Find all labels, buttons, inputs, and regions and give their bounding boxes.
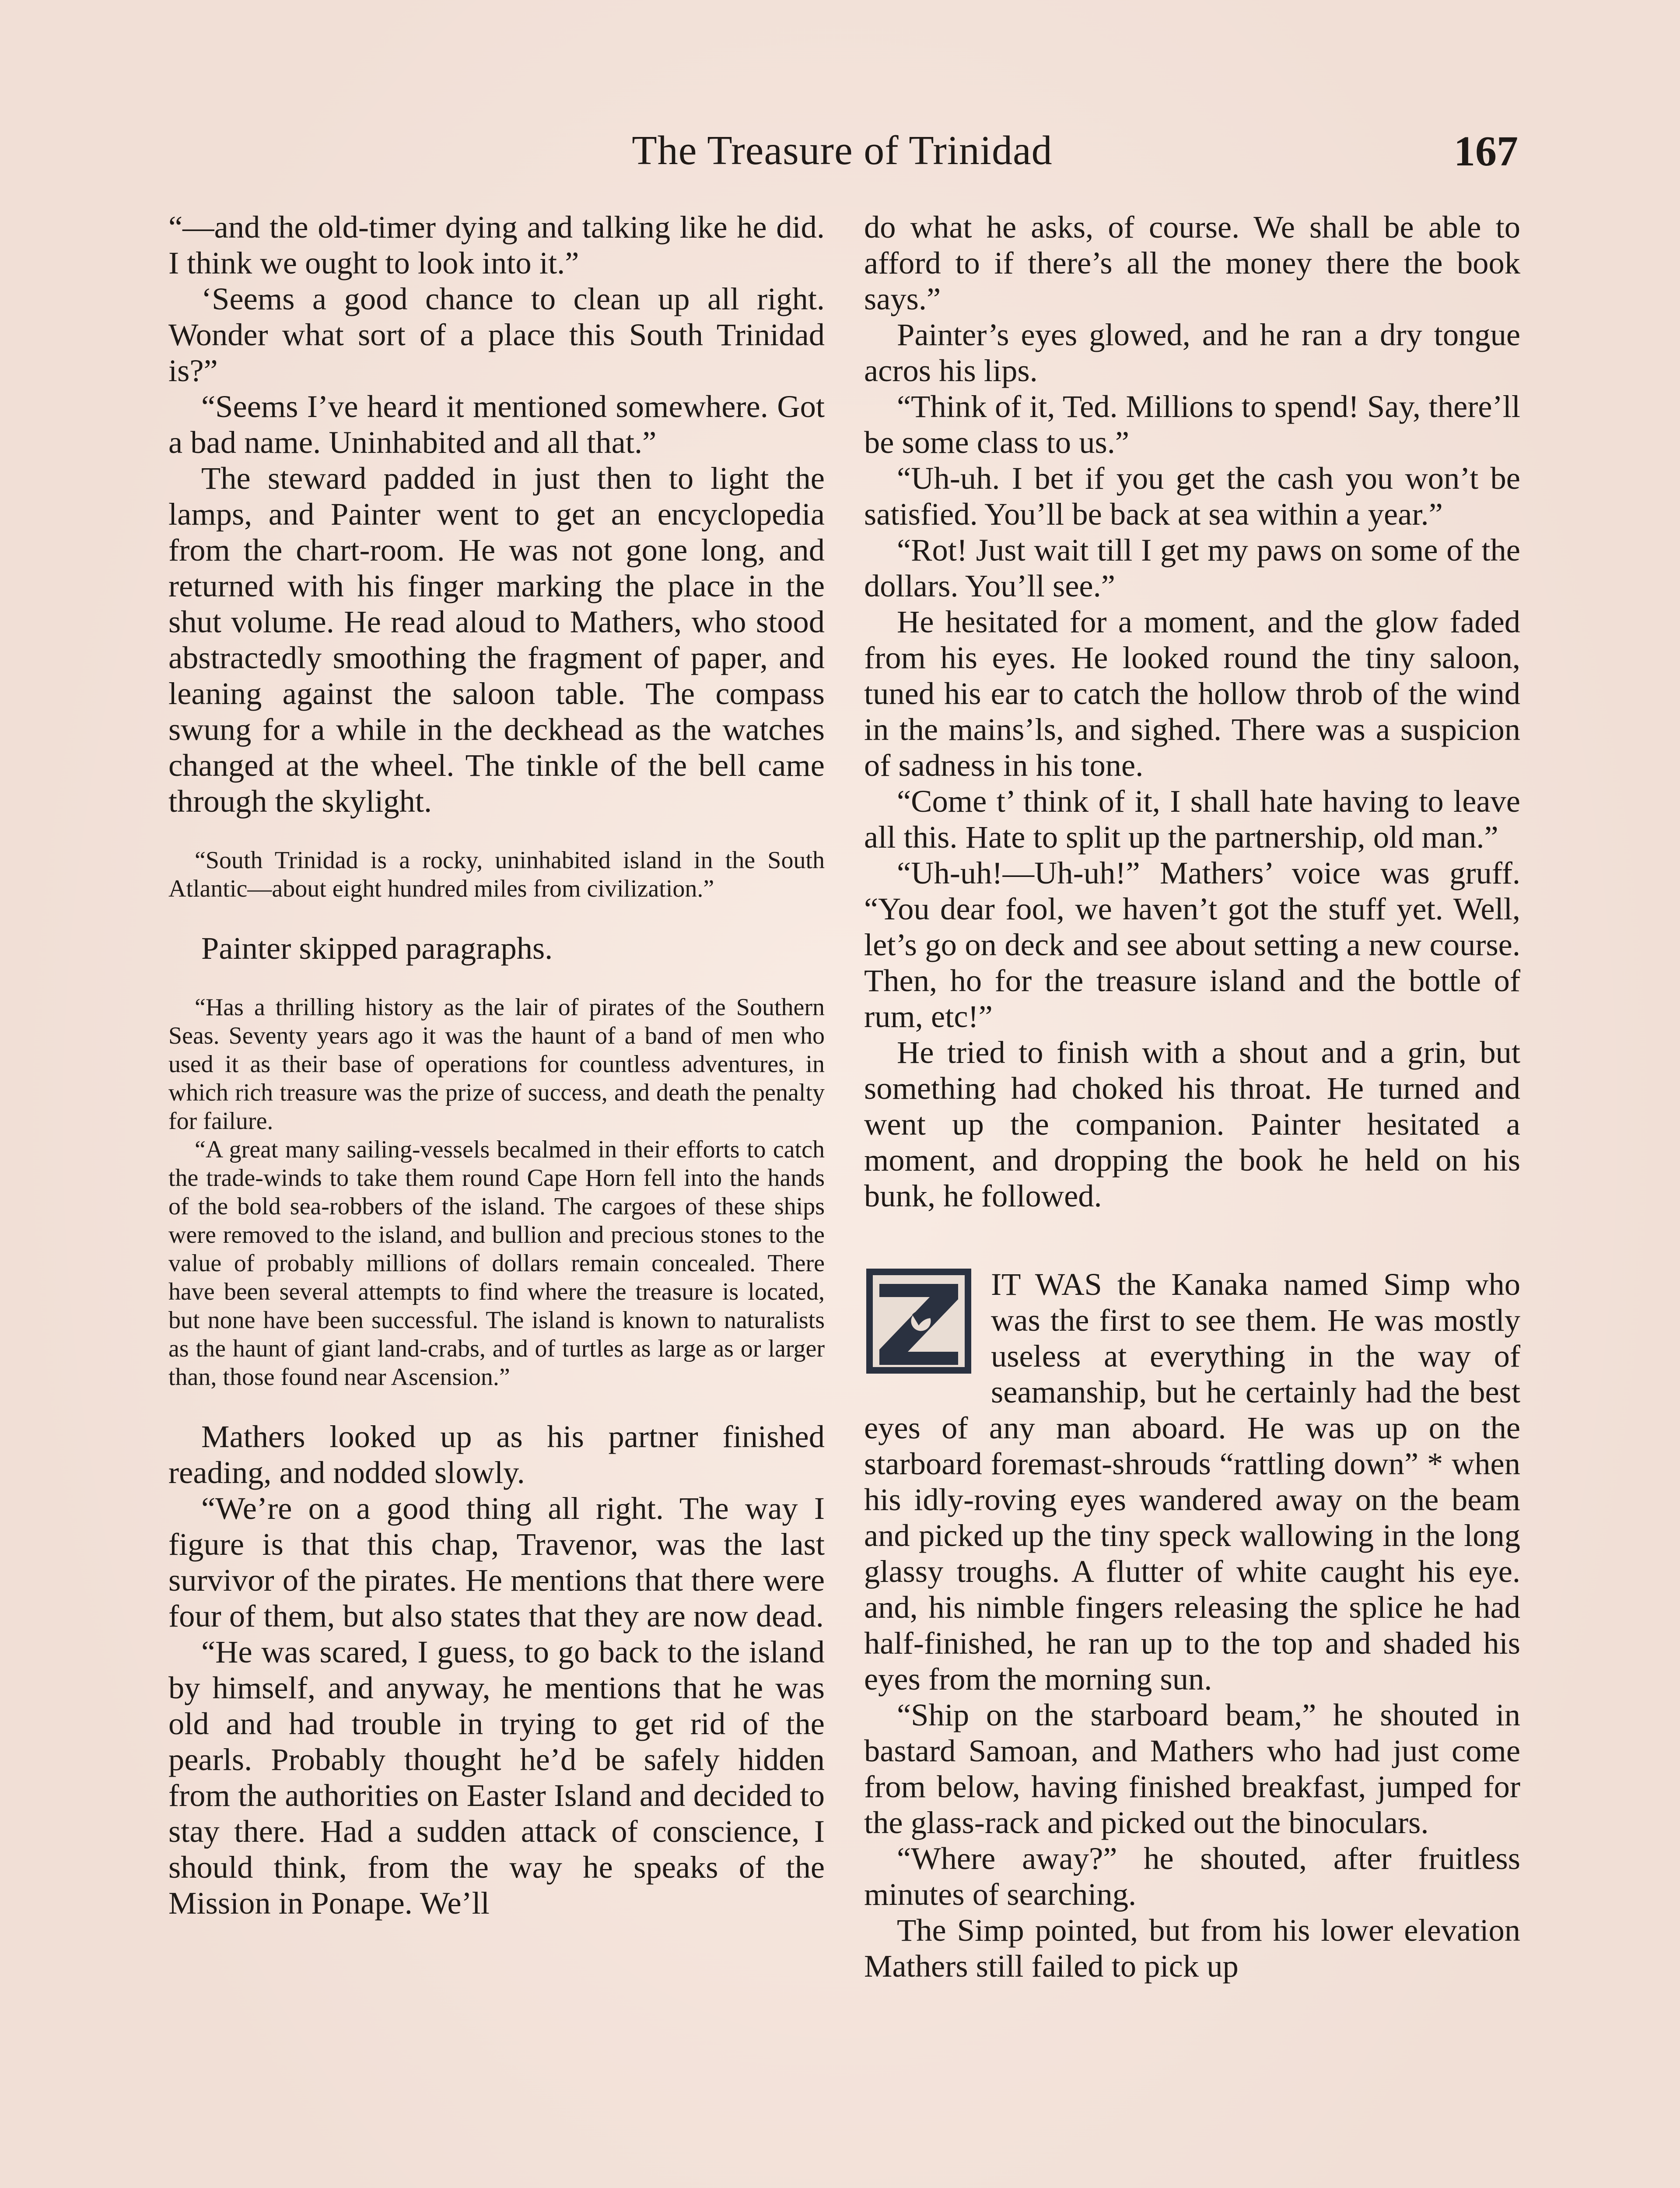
paragraph: Mathers looked up as his partner finished reading, and nodded slowly.	[168, 1419, 825, 1490]
paragraph: Painter’s eyes glowed, and he ran a dry tongue acros his lips.	[864, 317, 1520, 388]
paragraph: “Think of it, Ted. Millions to spend! Say, there’ll be some class to us.”	[864, 389, 1520, 460]
paragraph: ‘Seems a good chance to clean up all right. Wonder what sort of a place this South Trinidad is?”	[168, 281, 825, 388]
paragraph: He hesitated for a moment, and the glow faded from his eyes. He looked round the tiny saloon, tuned his ear to catch the hollow throb of the wind in the mains’ls, and sighed. There was a suspicion of sadness in his tone.	[864, 604, 1520, 783]
page-number: 167	[1454, 128, 1518, 175]
paragraph: “Where away?” he shouted, after fruitless minutes of searching.	[864, 1841, 1520, 1912]
quote-paragraph: “A great many sailing-vessels becalmed in their efforts to catch the trade-winds to take them round Cape Horn fell into the hands of the bold sea-robbers of the island. The cargoes of these ships were removed to the island, and bullion and precious stones to the value of probably millions of dollars remain concealed. There have been several attempts to find where the treasure is located, but none have been successful. The island is known to naturalists as the haunt of giant land-crabs, and of turtles as large as or larger than, those found near Ascension.”	[168, 1136, 825, 1391]
paragraph: “Come t’ think of it, I shall hate having to leave all this. Hate to split up the partnership, old man.”	[864, 783, 1520, 855]
section-opening-paragraph: IT WAS the Kanaka named Simp who was the first to see them. He was mostly useless at everything in the way of seamanship, but he certainly had the best eyes of any man aboard. He was up on the starboard foremast-shrouds “rattling down” * when his idly-roving eyes wandered away on the beam and picked up the tiny speck wallowing in the long glassy troughs. A flutter of white caught his eye. and, his nimble fingers releasing the splice he had half-finished, he ran up to the top and shaded his eyes from the morning sun.	[864, 1266, 1520, 1697]
decorative-initial-icon	[864, 1266, 973, 1376]
paragraph: “Seems I’ve heard it mentioned somewhere. Got a bad name. Uninhabited and all that.”	[168, 389, 825, 460]
paragraph: The steward padded in just then to light the lamps, and Painter went to get an encyclopedia from the chart-room. He was not gone long, and returned with his finger marking the place in the shut volume. He read aloud to Mathers, who stood abstractedly smoothing the fragment of paper, and leaning against the saloon table. The compass swung for a while in the deckhead as the watches changed at the wheel. The tinkle of the bell came through the skylight.	[168, 460, 825, 819]
paragraph: The Simp pointed, but from his lower elevation Mathers still failed to pick up	[864, 1912, 1520, 1984]
paragraph: He tried to finish with a shout and a grin, but something had choked his throat. He turned and went up the companion. Painter hesitated a moment, and dropping the book he held on his bunk, he followed.	[864, 1034, 1520, 1213]
decorative-initial-graphic	[864, 1266, 973, 1376]
paragraph: “He was scared, I guess, to go back to the island by himself, and anyway, he mentions that he was old and had trouble in trying to get rid of the pearls. Probably thought he’d be safely hidden from the authorities on Easter Island and decided to stay there. Had a sudden attack of conscience, I should think, from the way he speaks of the Mission in Ponape. We’ll	[168, 1634, 825, 1921]
left-column	[168, 209, 825, 1921]
paragraph: “Ship on the starboard beam,” he shouted in bastard Samoan, and Mathers who had just come from below, having finished breakfast, jumped for the glass-rack and picked out the binoculars.	[864, 1697, 1520, 1840]
quote-paragraph: “Has a thrilling history as the lair of pirates of the Southern Seas. Seventy years ago it was the haunt of a band of men who used it as their base of operations for countless adventures, in which rich treasure was the prize of success, and death the penalty for failure.	[168, 994, 825, 1135]
paragraph: “Uh-uh!—Uh-uh!” Mathers’ voice was gruff. “You dear fool, we haven’t got the stuff yet. Well, let’s go on deck and see about setting a new course. Then, ho for the treasure island and the bottle of rum, etc!”	[864, 855, 1520, 1034]
running-title: The Treasure of Trinidad	[632, 128, 1053, 173]
page-header	[166, 127, 1518, 179]
paragraph: “Rot! Just wait till I get my paws on some of the dollars. You’ll see.”	[864, 532, 1520, 603]
paragraph: “—and the old-timer dying and talking like he did. I think we ought to look into it.”	[168, 209, 825, 281]
right-column	[864, 209, 1520, 1984]
quote-paragraph: “South Trinidad is a rocky, uninhabited island in the South Atlantic—about eight hundred miles from civilization.”	[168, 847, 825, 902]
encyclopedia-quote	[168, 846, 825, 903]
paragraph: “We’re on a good thing all right. The way I figure is that this chap, Travenor, was the last survivor of the pirates. He mentions that there were four of them, but also states that they are now dead.	[168, 1490, 825, 1634]
paragraph: do what he asks, of course. We shall be able to afford to if there’s all the money there the book says.”	[864, 209, 1520, 316]
paragraph: “Uh-uh. I bet if you get the cash you won’t be satisfied. You’ll be back at sea within a year.”	[864, 460, 1520, 532]
encyclopedia-quote	[168, 993, 825, 1392]
paragraph: Painter skipped paragraphs.	[201, 930, 553, 966]
